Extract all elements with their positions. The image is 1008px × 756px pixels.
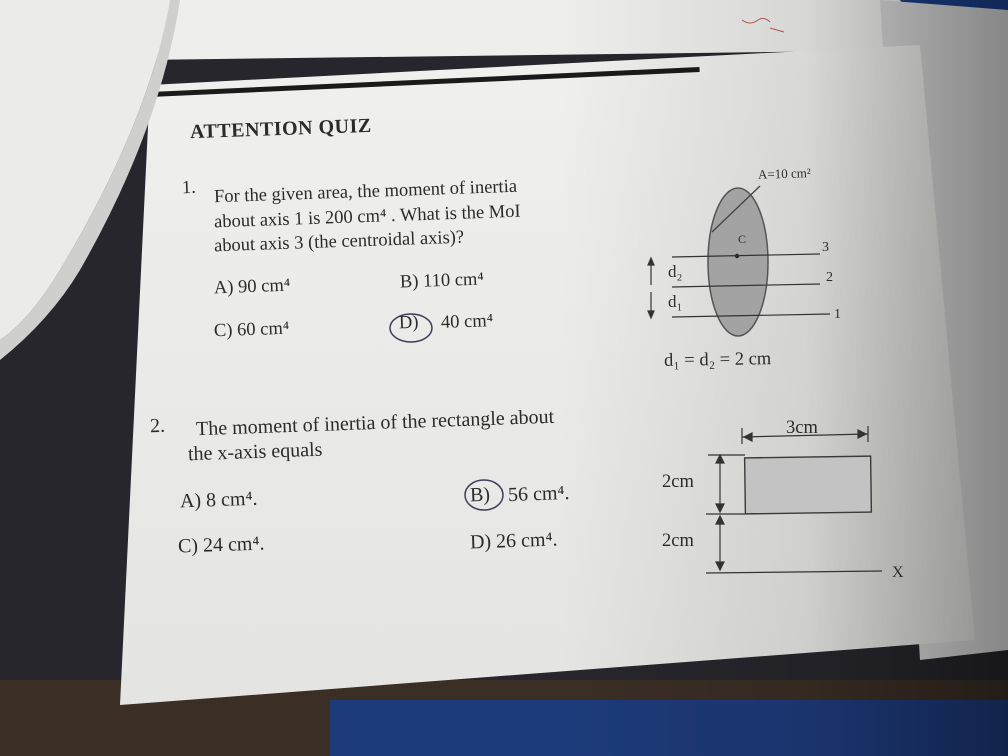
axis-3-label: 3	[822, 240, 829, 255]
q1-option-a: A) 90 cm⁴	[213, 275, 291, 299]
rect-offset-label: 2cm	[662, 531, 694, 551]
rect-height-label: 2cm	[662, 472, 694, 492]
rectangle-shape	[745, 456, 872, 514]
q2-line-1: The moment of inertia of the rectangle about	[195, 405, 555, 441]
d1-label: d₁	[668, 292, 683, 311]
q1-option-b: B) 110 cm⁴	[399, 269, 485, 293]
q2-line-2: the x-axis equals	[187, 438, 323, 466]
axis-1-label: 1	[834, 307, 841, 322]
axis-2-label: 2	[826, 270, 833, 285]
area-label: A=10 cm²	[757, 165, 811, 182]
hand-shadow	[560, 0, 1008, 756]
q1-option-d-letter: D)	[398, 312, 419, 334]
elliptical-area	[708, 188, 768, 336]
centroid-label: C	[738, 232, 747, 246]
q1-line-2: about axis 1 is 200 cm⁴ . What is the MoI	[213, 201, 521, 233]
q1-line-1: For the given area, the moment of inertia	[213, 176, 518, 208]
q1-option-c: C) 60 cm⁴	[213, 318, 290, 342]
q2-number: 2.	[149, 414, 166, 438]
quiz-title: ATTENTION QUIZ	[189, 114, 372, 144]
q1-line-3: about axis 3 (the centroidal axis)?	[213, 227, 465, 257]
q2-option-b-value: 56 cm⁴.	[507, 481, 570, 507]
q2-option-d: D) 26 cm⁴.	[469, 528, 558, 554]
q1-number: 1.	[181, 177, 197, 199]
d2-label: d₂	[668, 262, 683, 281]
q1-option-d-value: 40 cm⁴	[440, 311, 494, 333]
q2-option-a: A) 8 cm⁴.	[179, 487, 258, 513]
q2-option-c: C) 24 cm⁴.	[177, 532, 265, 558]
distance-relation: d₁ = d₂ = 2 cm	[663, 349, 772, 371]
q2-option-b-letter: B)	[469, 483, 491, 507]
rect-width-label: 3cm	[786, 418, 818, 438]
x-axis-label: X	[892, 564, 904, 581]
